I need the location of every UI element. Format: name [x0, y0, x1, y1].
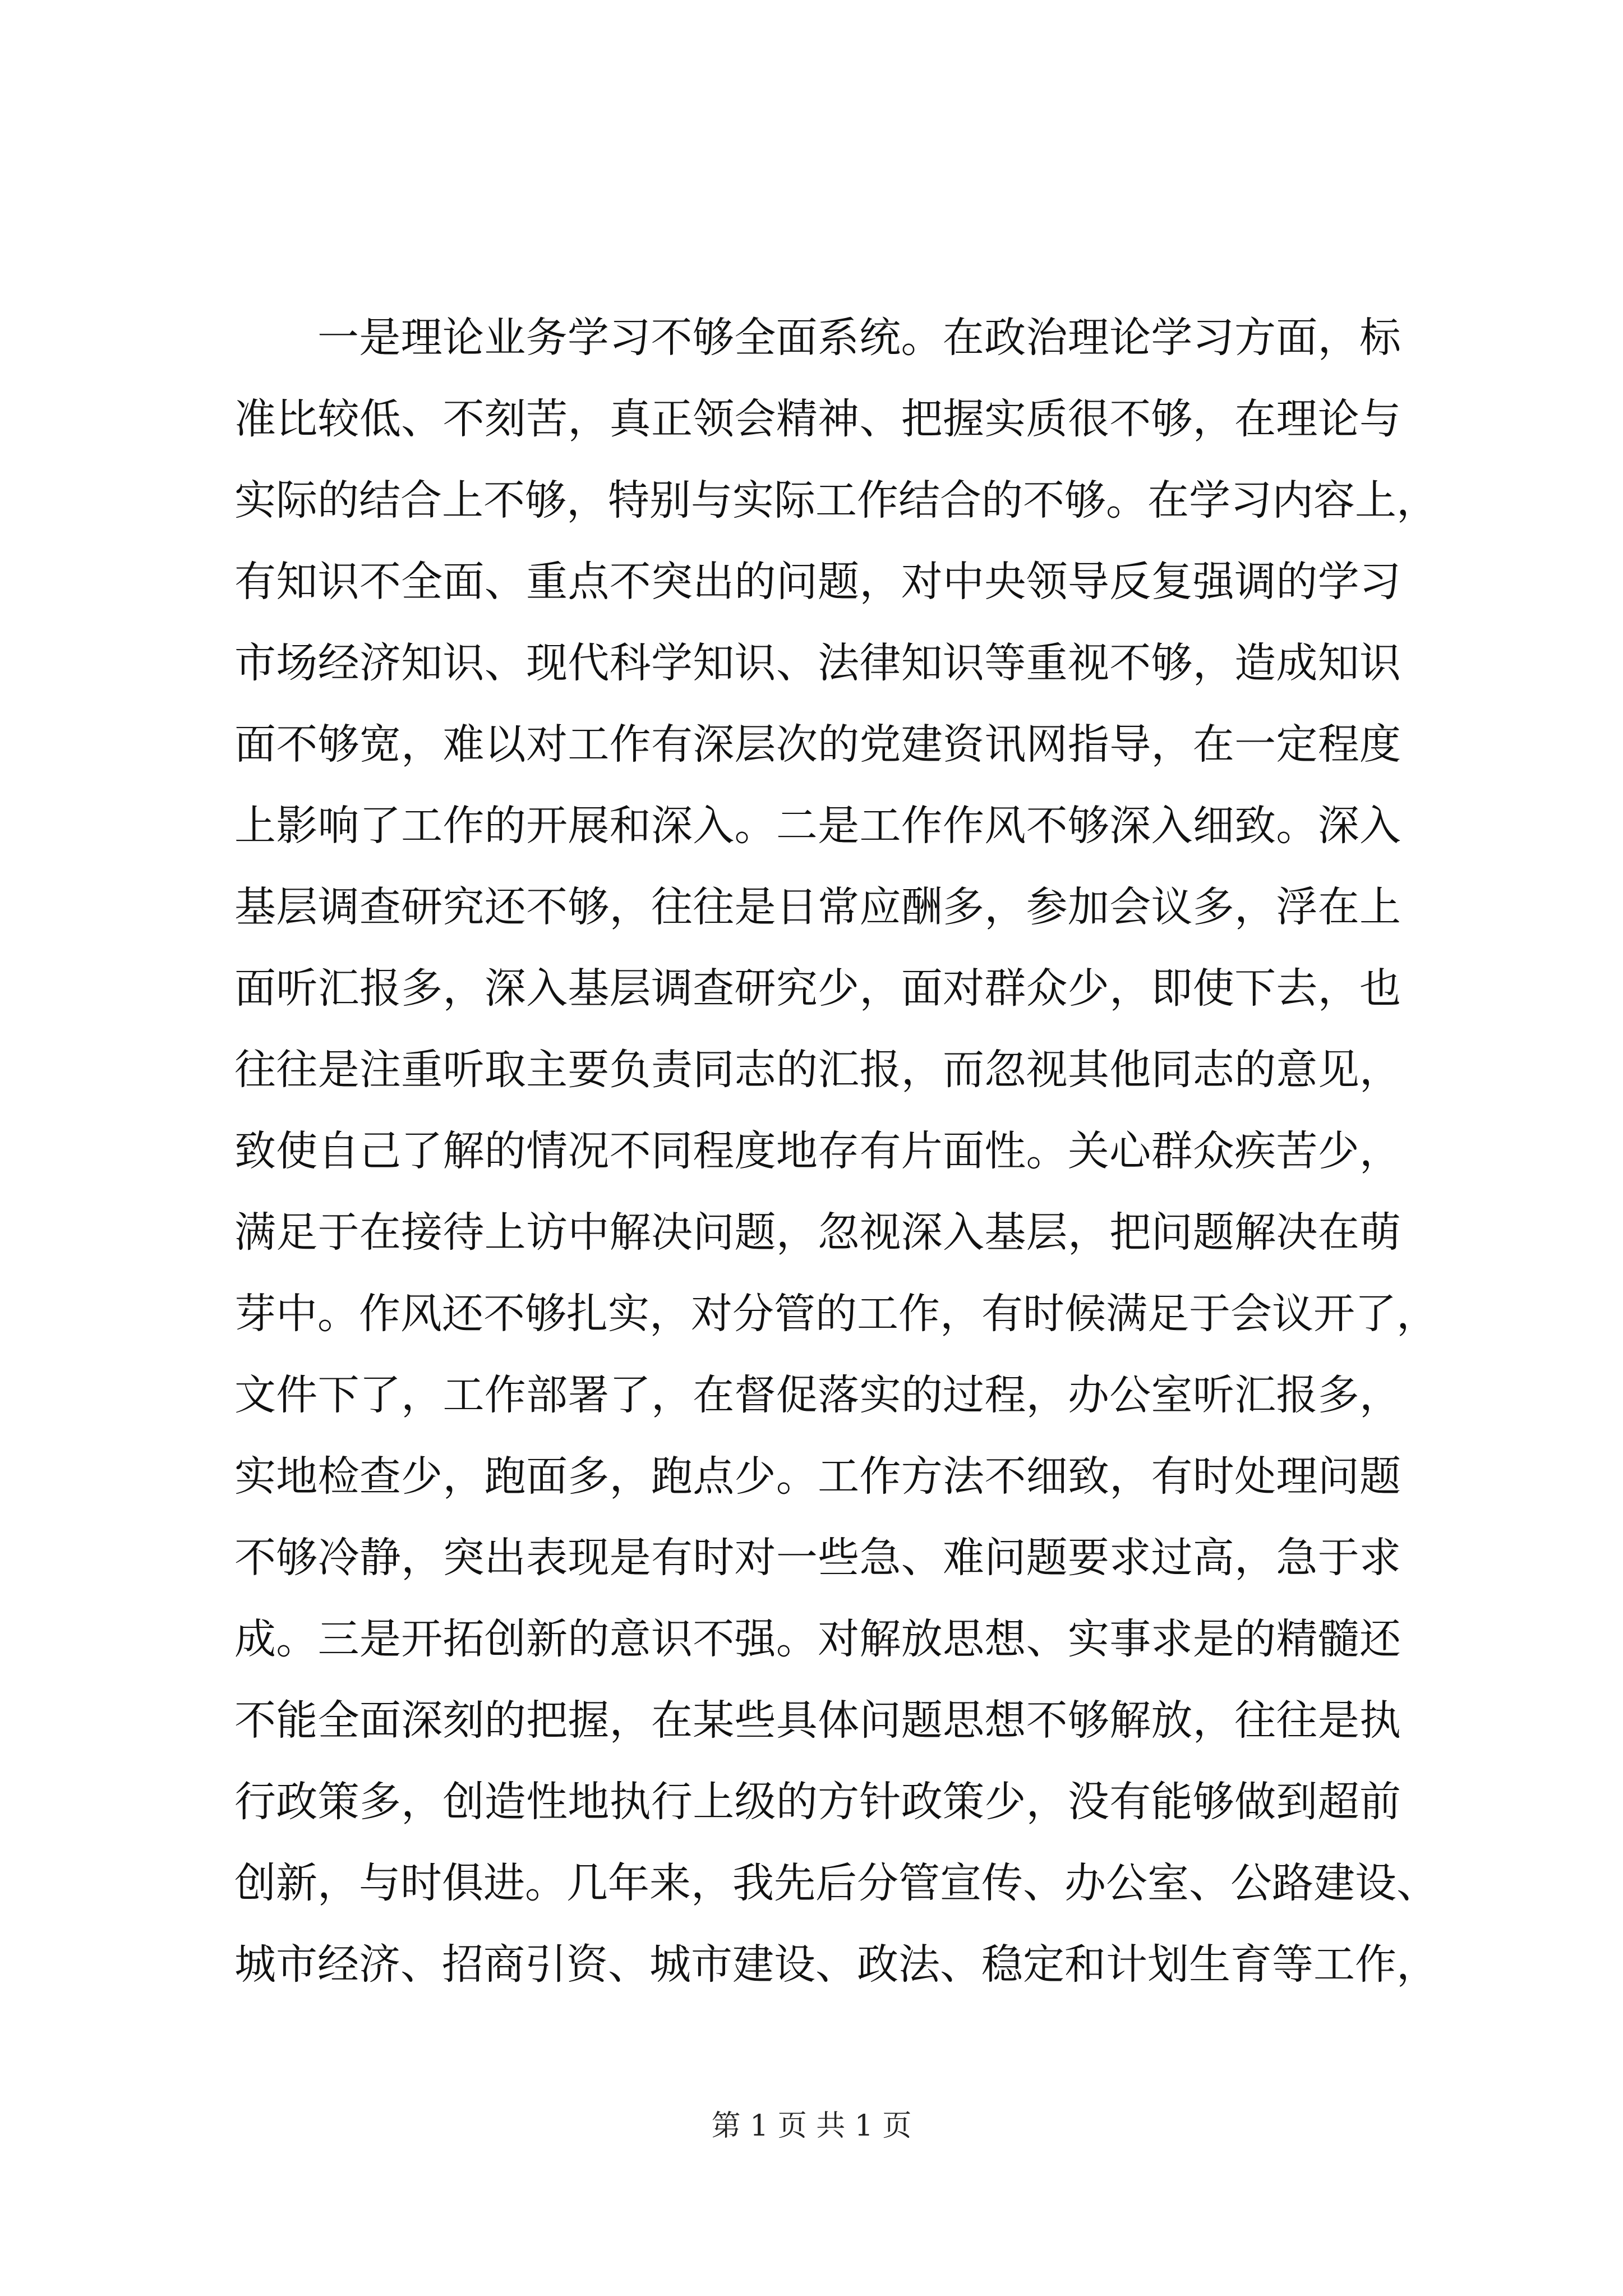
- page-footer: 第 1 页 共 1 页: [711, 2109, 912, 2143]
- text-line: 面听汇报多，深入基层调查研究少，面对群众少，即使下去，也: [234, 964, 1401, 1013]
- body-paragraph: [234, 297, 1438, 2005]
- text-line: 成。三是开拓创新的意识不强。对解放思想、实事求是的精髓还: [234, 1615, 1401, 1663]
- text-line: 行政策多，创造性地执行上级的方针政策少，没有能够做到超前: [234, 1778, 1401, 1826]
- text-line: 实地检查少，跑面多，跑点少。工作方法不细致，有时处理问题: [234, 1452, 1401, 1501]
- text-line: 文件下了，工作部署了，在督促落实的过程，办公室听汇报多，: [234, 1371, 1401, 1419]
- text-line: 上影响了工作的开展和深入。二是工作作风不够深入细致。深入: [234, 802, 1401, 850]
- text-line: 一是理论业务学习不够全面系统。在政治理论学习方面，标: [317, 314, 1401, 362]
- text-line: 城市经济、招商引资、城市建设、政法、稳定和计划生育等工作，: [234, 1940, 1438, 1989]
- text-line: 往往是注重听取主要负责同志的汇报，而忽视其他同志的意见，: [234, 1046, 1401, 1094]
- text-line: 基层调查研究还不够，往往是日常应酬多，参加会议多，浮在上: [234, 883, 1401, 931]
- text-line: 有知识不全面、重点不突出的问题，对中央领导反复强调的学习: [234, 558, 1401, 606]
- text-line: 不够冷静，突出表现是有时对一些急、难问题要求过高，急于求: [234, 1534, 1401, 1582]
- text-line: 满足于在接待上访中解决问题，忽视深入基层，把问题解决在萌: [234, 1208, 1401, 1257]
- text-line: 准比较低、不刻苦，真正领会精神、把握实质很不够，在理论与: [234, 395, 1401, 443]
- text-line: 市场经济知识、现代科学知识、法律知识等重视不够，造成知识: [234, 639, 1401, 687]
- text-line: 实际的结合上不够，特别与实际工作结合的不够。在学习内容上，: [234, 476, 1438, 524]
- text-line: 面不够宽，难以对工作有深层次的党建资讯网指导，在一定程度: [234, 720, 1401, 769]
- text-line: 创新，与时俱进。几年来，我先后分管宣传、办公室、公路建设、: [234, 1859, 1438, 1907]
- text-line: 致使自己了解的情况不同程度地存有片面性。关心群众疾苦少，: [234, 1127, 1401, 1175]
- text-line: 芽中。作风还不够扎实，对分管的工作，有时候满足于会议开了，: [234, 1290, 1438, 1338]
- text-line: 不能全面深刻的把握，在某些具体问题思想不够解放，往往是执: [234, 1696, 1401, 1745]
